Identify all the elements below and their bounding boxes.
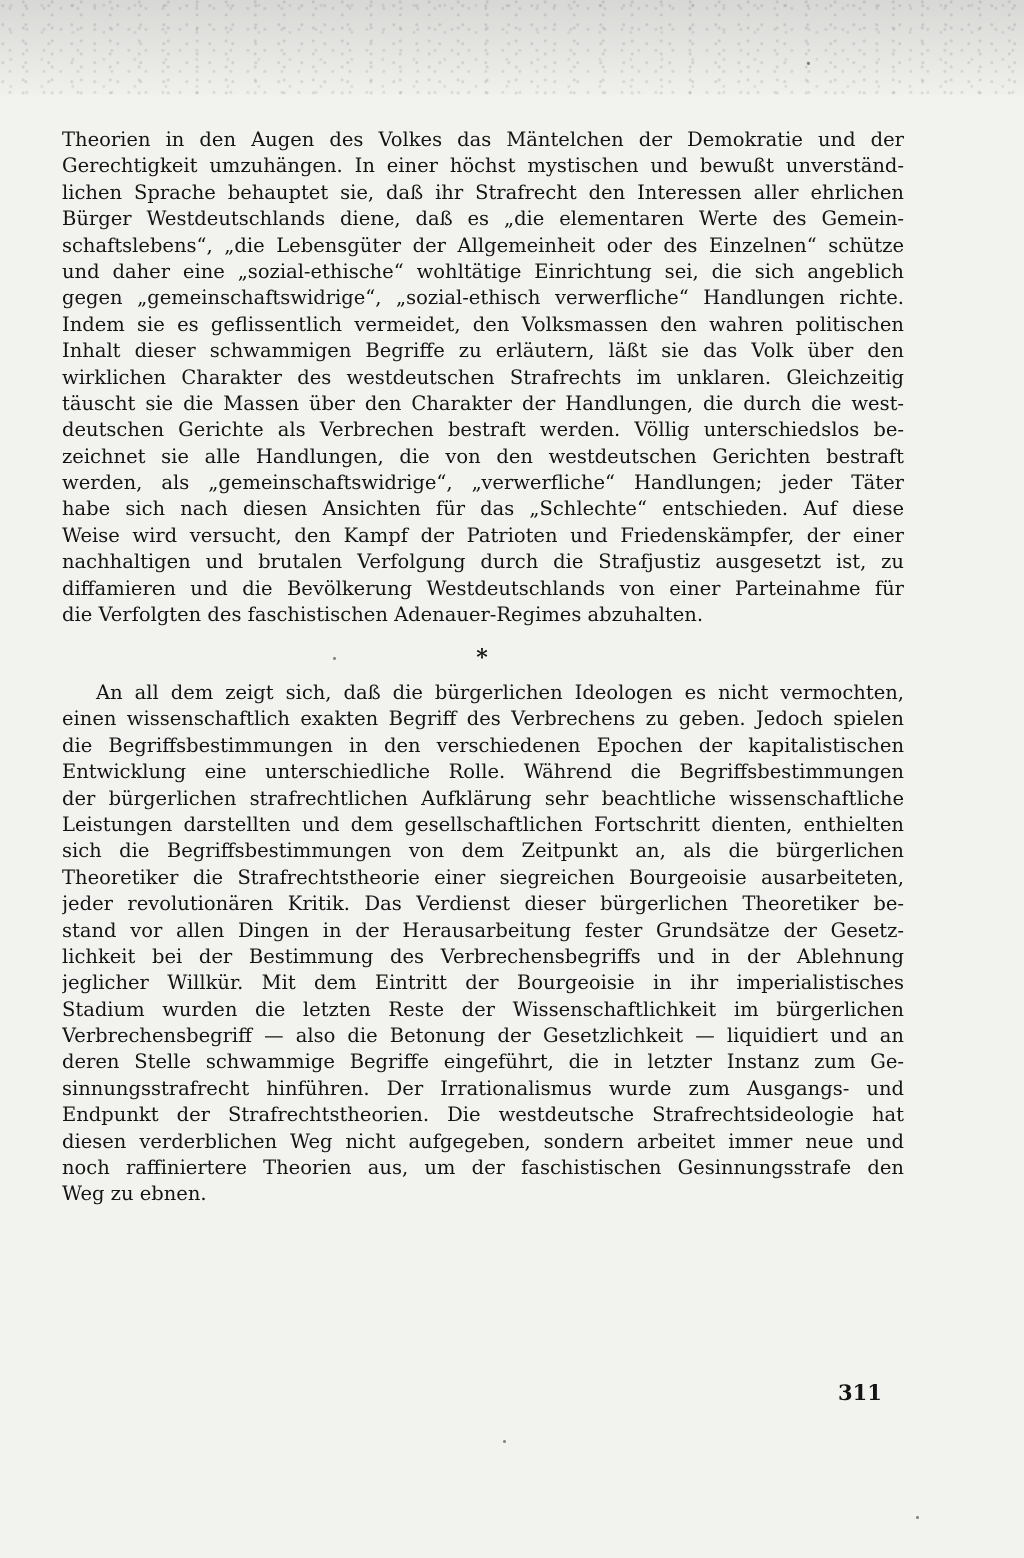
text-line: Weg zu ebnen. xyxy=(62,1182,207,1206)
text-line: Entwicklung eine unterschiedliche Rolle. Während die Begriffsbestimmungen xyxy=(62,760,904,784)
text-line: habe sich nach diesen Ansichten für das „Schlechte“ entschieden. Auf diese xyxy=(62,497,904,521)
text-line: lichkeit bei der Bestimmung des Verbrechensbegriffs und in der Ablehnung xyxy=(62,944,904,968)
text-line: Gerechtigkeit umzuhängen. In einer höchst mystischen und bewußt unverständ- xyxy=(62,154,904,178)
text-line: Theoretiker die Strafrechtstheorie einer siegreichen Bourgeoisie ausarbeiteten, xyxy=(62,865,904,889)
text-line: noch raffiniertere Theorien aus, um der faschistischen Gesinnungsstrafe den xyxy=(62,1156,904,1180)
text-line: schaftslebens“, „die Lebensgüter der Allgemeinheit oder des Einzelnen“ schütze xyxy=(62,233,904,257)
text-line: jeder revolutionären Kritik. Das Verdienst dieser bürgerlichen Theoretiker be- xyxy=(62,892,904,916)
section-separator: * xyxy=(476,645,488,671)
scan-speck xyxy=(916,1516,919,1519)
paragraph-2 xyxy=(62,680,904,1208)
text-line: der bürgerlichen strafrechtlichen Aufklärung sehr beachtliche wissenschaftliche xyxy=(62,786,904,810)
text-line: Verbrechensbegriff — also die Betonung der Gesetzlichkeit — liquidiert und an xyxy=(62,1024,904,1048)
text-line: deren Stelle schwammige Begriffe eingeführt, die in letzter Instanz zum Ge- xyxy=(62,1050,904,1074)
text-line: Indem sie es geflissentlich vermeidet, den Volksmassen den wahren politischen xyxy=(62,312,904,336)
text-line: wirklichen Charakter des westdeutschen Strafrechts im unklaren. Gleichzeitig xyxy=(62,365,904,389)
text-line: sinnungsstrafrecht hinführen. Der Irrationalismus wurde zum Ausgangs- und xyxy=(62,1076,904,1100)
scan-edge-texture xyxy=(0,0,1024,95)
page-number: 311 xyxy=(838,1380,882,1405)
text-line: stand vor allen Dingen in der Herausarbeitung fester Grundsätze der Gesetz- xyxy=(62,918,904,942)
text-line: Bürger Westdeutschlands diene, daß es „die elementaren Werte des Gemein- xyxy=(62,207,904,231)
text-line: zeichnet sie alle Handlungen, die von den westdeutschen Gerichten bestraft xyxy=(62,444,904,468)
text-line: Inhalt dieser schwammigen Begriffe zu erläutern, läßt sie das Volk über den xyxy=(62,339,904,363)
text-line: täuscht sie die Massen über den Charakter der Handlungen, die durch die west- xyxy=(62,391,904,415)
text-line: Leistungen darstellten und dem gesellschaftlichen Fortschritt dienten, enthielten xyxy=(62,812,904,836)
text-line: die Verfolgten des faschistischen Adenauer-Regimes abzuhalten. xyxy=(62,603,704,627)
text-line: Theorien in den Augen des Volkes das Mäntelchen der Demokratie und der xyxy=(62,128,904,151)
paragraph-1 xyxy=(62,127,904,628)
text-line: einen wissenschaftlich exakten Begriff des Verbrechens zu geben. Jedoch spielen xyxy=(62,707,904,731)
text-line: lichen Sprache behauptet sie, daß ihr Strafrecht den Interessen aller ehrlichen xyxy=(62,180,904,204)
text-line: diesen verderblichen Weg nicht aufgegeben, sondern arbeitet immer neue und xyxy=(62,1129,904,1153)
text-line: Endpunkt der Strafrechtstheorien. Die westdeutsche Strafrechtsideologie hat xyxy=(62,1103,904,1127)
text-line: sich die Begriffsbestimmungen von dem Zeitpunkt an, als die bürgerlichen xyxy=(62,839,904,863)
text-line: die Begriffsbestimmungen in den verschiedenen Epochen der kapitalistischen xyxy=(62,733,904,757)
text-line: deutschen Gerichte als Verbrechen bestraft werden. Völlig unterschiedslos be- xyxy=(62,418,904,442)
text-line: nachhaltigen und brutalen Verfolgung durch die Strafjustiz ausgesetzt ist, zu xyxy=(62,550,904,574)
text-line: und daher eine „sozial-ethische“ wohltätige Einrichtung sei, die sich angeblich xyxy=(62,259,904,283)
scan-speck xyxy=(333,657,336,660)
text-line: An all dem zeigt sich, daß die bürgerlichen Ideologen es nicht vermochten, xyxy=(96,681,904,704)
scan-speck xyxy=(503,1440,506,1443)
text-line: werden, als „gemeinschaftswidrige“, „verwerfliche“ Handlungen; jeder Täter xyxy=(62,471,904,495)
scan-speck xyxy=(807,62,810,65)
text-line: diffamieren und die Bevölkerung Westdeutschlands von einer Parteinahme für xyxy=(62,576,904,600)
text-line: jeglicher Willkür. Mit dem Eintritt der Bourgeoisie in ihr imperialistisches xyxy=(62,971,904,995)
text-line: Stadium wurden die letzten Reste der Wissenschaftlichkeit im bürgerlichen xyxy=(62,997,904,1021)
text-line: Weise wird versucht, den Kampf der Patrioten und Friedenskämpfer, der einer xyxy=(62,523,904,547)
text-line: gegen „gemeinschaftswidrige“, „sozial-ethisch verwerfliche“ Handlungen richte. xyxy=(62,286,904,310)
